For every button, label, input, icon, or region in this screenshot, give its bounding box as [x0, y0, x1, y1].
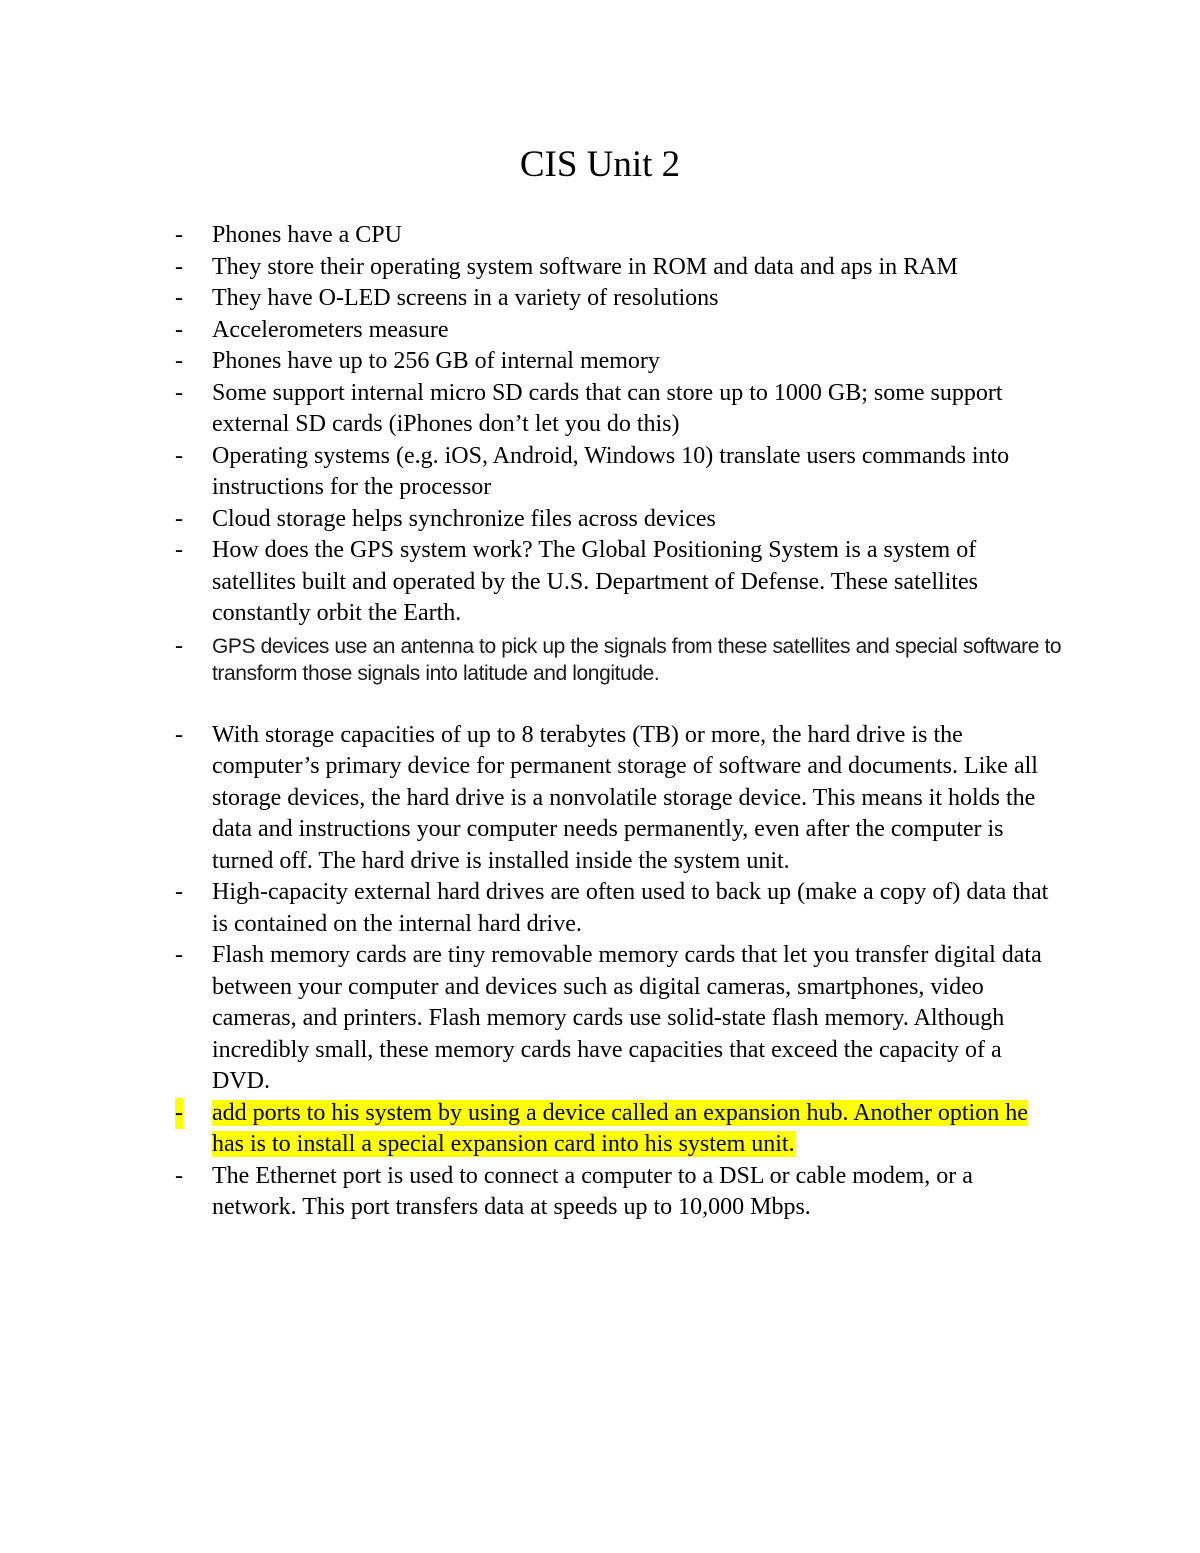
bullet-dash: - — [175, 721, 183, 748]
list-item — [0, 535, 1062, 630]
bullet-dash: - — [175, 222, 183, 248]
bullet-list — [0, 220, 1200, 1224]
bullet-dash: - — [175, 632, 183, 659]
bullet-dash: - — [175, 879, 183, 905]
list-item-text: Flash memory cards are tiny removable memory cards that let you transfer digital data between your computer and devices such as digital cameras, smartphones, video cameras, and printers. Flash memory cards use solid-state flash memory. Although incredibly small, these memory cards have capacities that exceed the capacity of a DVD. — [212, 942, 1042, 1094]
list-item — [0, 441, 1062, 504]
list-item-text: The Ethernet port is used to connect a computer to a DSL or cable modem, or a network. This port transfers data at speeds up to 10,000 Mbps. — [212, 1162, 973, 1220]
bullet-dash: - — [175, 379, 183, 406]
blank-line — [0, 688, 1200, 720]
bullet-dash: - — [175, 537, 183, 563]
list-item — [0, 940, 1062, 1098]
list-item — [0, 378, 1062, 441]
list-item — [0, 346, 1062, 378]
bullet-dash: - — [175, 442, 183, 469]
list-item-text: Phones have a CPU — [212, 222, 402, 248]
bullet-dash: - — [175, 1162, 183, 1189]
bullet-dash: - — [175, 285, 183, 311]
list-item — [0, 220, 1062, 252]
list-item-highlighted — [0, 1098, 1062, 1161]
bullet-dash: - — [175, 348, 183, 374]
list-item-text: GPS devices use an antenna to pick up the signals from these satellites and special software to transform those signals into latitude and longitude. — [212, 634, 1062, 685]
bullet-dash: - — [175, 1098, 183, 1130]
bullet-dash: - — [175, 253, 183, 280]
list-item-text: How does the GPS system work? The Global Positioning System is a system of satellites built and operated by the U.S. Department of Defense. These satellites constantly orbit the Earth. — [212, 537, 978, 626]
list-item — [0, 252, 1062, 284]
list-item-text: Some support internal micro SD cards that can store up to 1000 GB; some support external SD cards (iPhones don’t let you do this) — [212, 379, 1003, 437]
list-item-text: They have O-LED screens in a variety of resolutions — [212, 285, 719, 311]
list-item — [0, 877, 1062, 940]
bullet-dash: - — [175, 505, 183, 532]
list-item-text: High-capacity external hard drives are often used to back up (make a copy of) data that is contained on the internal hard drive. — [212, 879, 1049, 937]
list-item — [0, 283, 1062, 315]
list-item-text: With storage capacities of up to 8 terabytes (TB) or more, the hard drive is the computer’s primary device for permanent storage of software and documents. Like all storage devices, the hard drive is a nonvolatile storage device. This means it holds the data and instructions your computer needs permanently, even after the computer is turned off. The hard drive is installed inside the system unit. — [212, 721, 1038, 874]
list-item-text: Accelerometers measure — [212, 316, 449, 343]
list-item — [0, 720, 1062, 878]
bullet-dash: - — [175, 942, 183, 968]
list-item-text: Operating systems (e.g. iOS, Android, Windows 10) translate users commands into instructions for the processor — [212, 442, 1010, 500]
list-item-text: Cloud storage helps synchronize files across devices — [212, 505, 716, 532]
bullet-dash: - — [175, 316, 183, 343]
list-item-text: They store their operating system software in ROM and data and aps in RAM — [212, 253, 958, 280]
list-item — [0, 1161, 1062, 1224]
list-item — [0, 315, 1062, 347]
list-item — [0, 504, 1062, 536]
list-item-text: Phones have up to 256 GB of internal memory — [212, 348, 660, 374]
page-title: CIS Unit 2 — [519, 144, 681, 185]
list-item-small-font — [0, 633, 1062, 688]
highlighted-text: add ports to his system by using a device called an expansion hub. Another option he has is to install a special expansion card into his system unit. — [212, 1099, 1028, 1157]
